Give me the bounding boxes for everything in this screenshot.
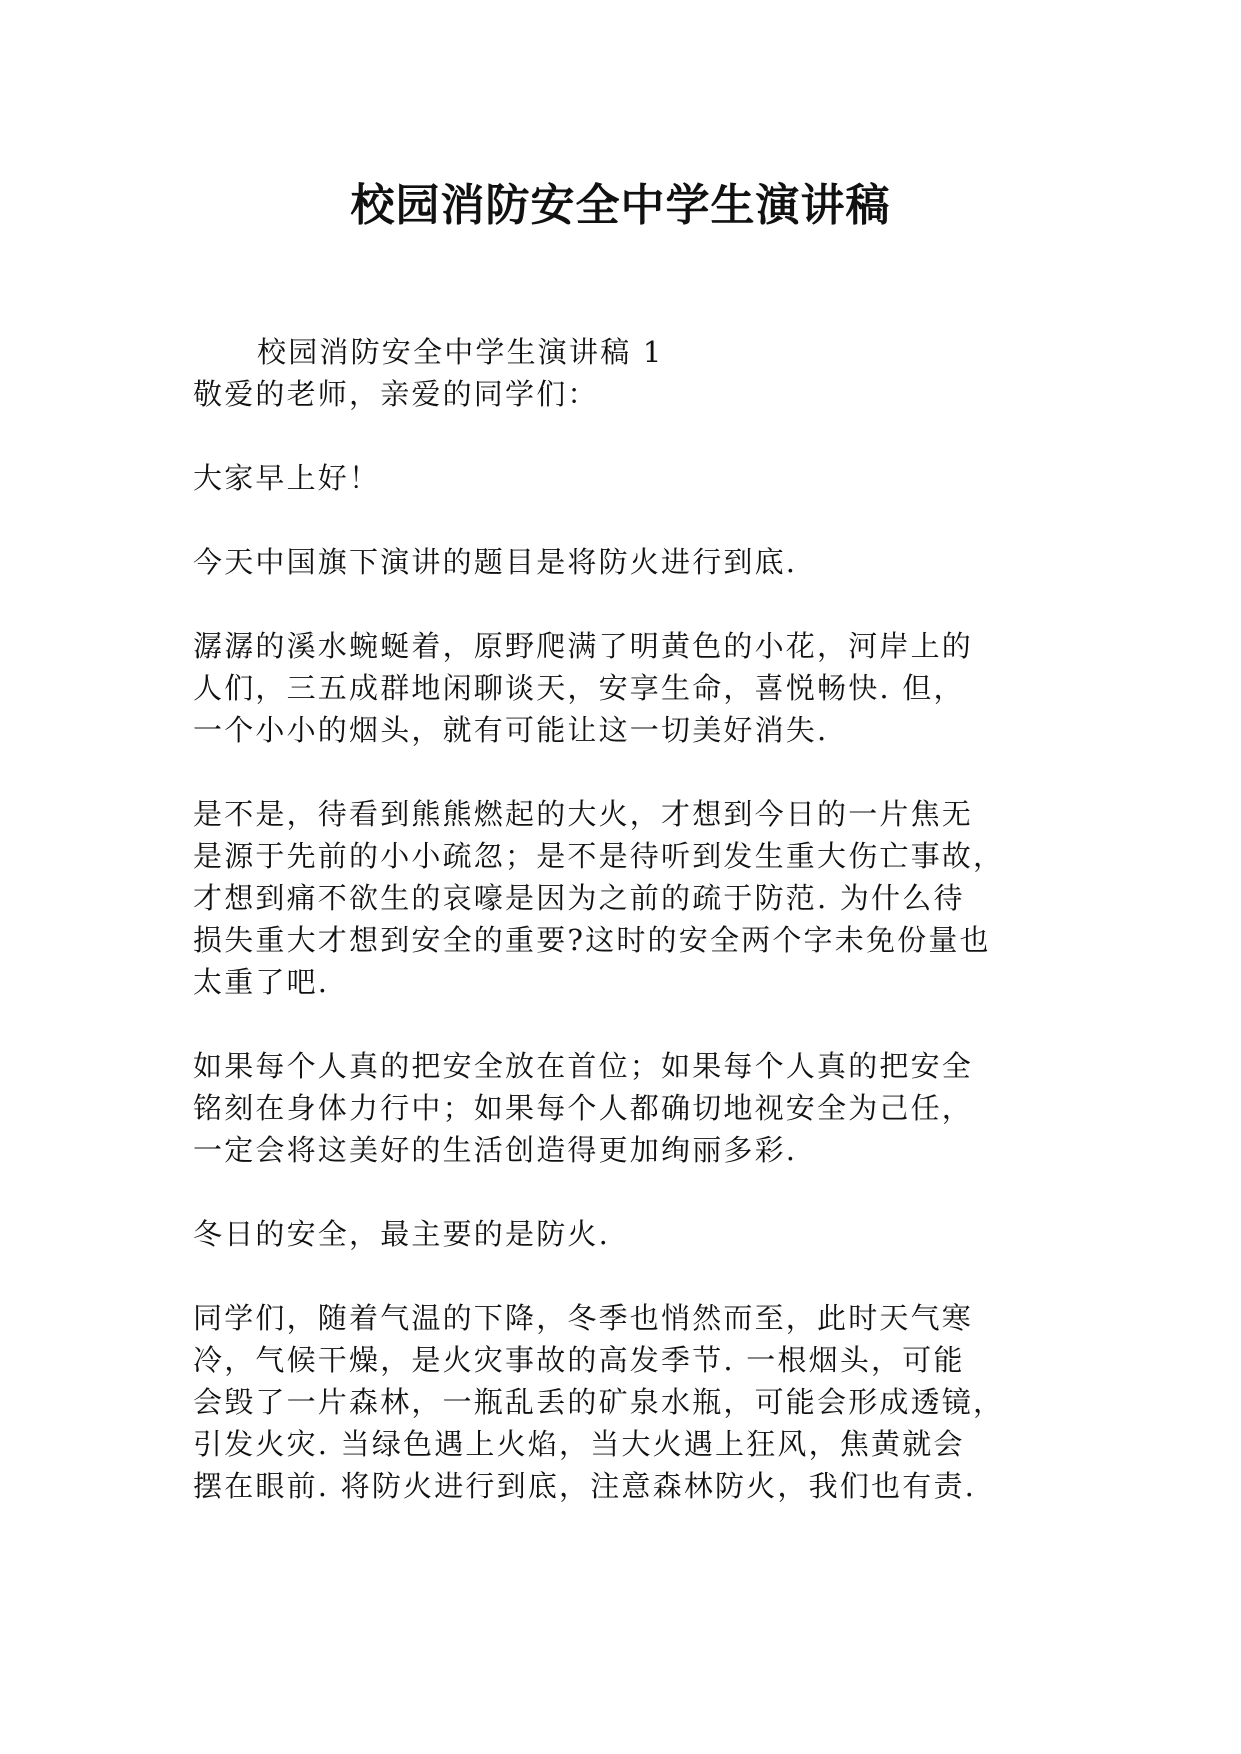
greeting: 大家早上好！ xyxy=(193,461,381,495)
paragraph-line: 如果每个人真的把安全放在首位；如果每个人真的把安全 xyxy=(193,1049,974,1083)
salutation: 敬爱的老师，亲爱的同学们： xyxy=(193,377,599,411)
paragraph-line: 人们，三五成群地闲聊谈天，安享生命，喜悦畅快. 但， xyxy=(193,671,965,705)
paragraph-line: 铭刻在身体力行中；如果每个人都确切地视安全为己任， xyxy=(193,1091,974,1125)
paragraph-3 xyxy=(193,793,1053,1003)
paragraph-gap xyxy=(193,1003,1053,1045)
paragraph-line: 摆在眼前. 将防火进行到底，注意森林防火，我们也有责. xyxy=(193,1469,977,1503)
paragraph-line: 引发火灾. 当绿色遇上火焰，当大火遇上狂风，焦黄就会 xyxy=(193,1427,965,1461)
document-body xyxy=(193,331,1053,1507)
section-heading: 校园消防安全中学生演讲稿 1 xyxy=(257,335,664,369)
paragraph-line: 潺潺的溪水蜿蜒着，原野爬满了明黄色的小花，河岸上的 xyxy=(193,629,974,663)
paragraph-4 xyxy=(193,1045,1053,1171)
paragraph-line: 一个小小的烟头，就有可能让这一切美好消失. xyxy=(193,713,829,747)
paragraph-gap xyxy=(193,751,1053,793)
paragraph-line: 同学们，随着气温的下降，冬季也悄然而至，此时天气寒 xyxy=(193,1301,974,1335)
paragraph-gap xyxy=(193,1255,1053,1297)
paragraph-5: 冬日的安全，最主要的是防火. xyxy=(193,1217,611,1251)
paragraph-line: 才想到痛不欲生的哀嚎是因为之前的疏于防范. 为什么待 xyxy=(193,881,965,915)
paragraph-line: 一定会将这美好的生活创造得更加绚丽多彩. xyxy=(193,1133,798,1167)
paragraph-gap xyxy=(193,1171,1053,1213)
paragraph-6 xyxy=(193,1297,1053,1507)
paragraph-line: 会毁了一片森林，一瓶乱丢的矿泉水瓶，可能会形成透镜， xyxy=(193,1385,1005,1419)
paragraph-1: 今天中国旗下演讲的题目是将防火进行到底. xyxy=(193,545,798,579)
paragraph-gap xyxy=(193,415,1053,457)
document-title: 校园消防安全中学生演讲稿 xyxy=(350,180,891,231)
paragraph-line: 是源于先前的小小疏忽；是不是待听到发生重大伤亡事故， xyxy=(193,839,1005,873)
paragraph-line: 是不是，待看到熊熊燃起的大火，才想到今日的一片焦无 xyxy=(193,797,974,831)
paragraph-line: 损失重大才想到安全的重要?这时的安全两个字未免份量也 xyxy=(193,923,991,957)
paragraph-line: 太重了吧. xyxy=(193,965,330,999)
paragraph-gap xyxy=(193,583,1053,625)
paragraph-2 xyxy=(193,625,1053,751)
paragraph-gap xyxy=(193,499,1053,541)
paragraph-line: 冷，气候干燥，是火灾事故的高发季节. 一根烟头，可能 xyxy=(193,1343,965,1377)
